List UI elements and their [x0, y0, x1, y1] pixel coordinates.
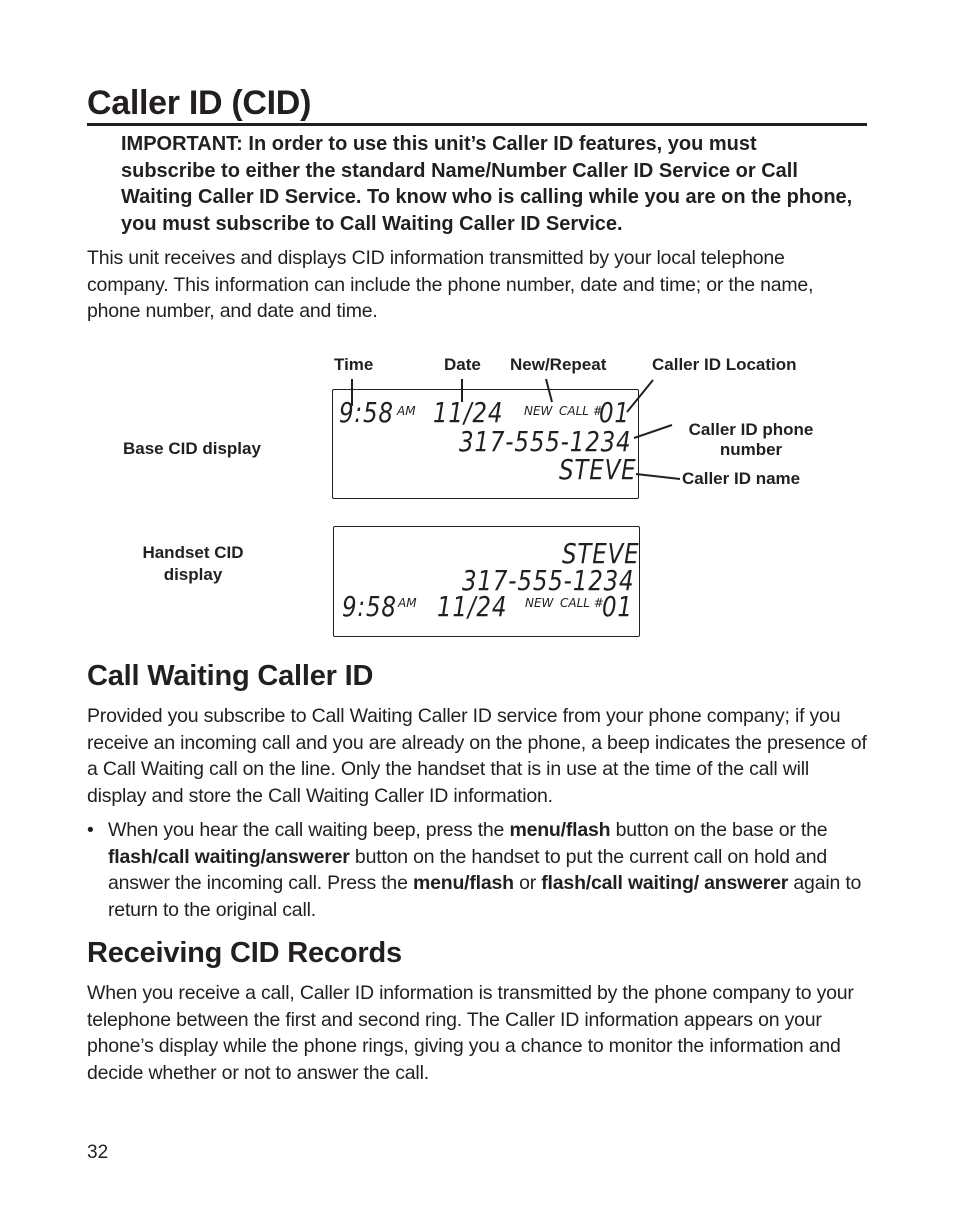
handset-date: 11/24	[437, 590, 508, 623]
handset-name: STEVE	[562, 537, 640, 570]
flash-call-waiting-answerer-key-1: flash/call waiting/answerer	[108, 845, 350, 868]
bullet-text-1: When you hear the call waiting beep, press the	[108, 819, 510, 841]
bullet-text	[108, 817, 863, 923]
base-time: 9:58	[339, 396, 394, 429]
label-date: Date	[444, 355, 481, 374]
handset-location: 01	[602, 590, 633, 623]
name-leader-line	[636, 474, 680, 479]
base-number: 317-555-1234	[459, 425, 632, 458]
intro-paragraph: This unit receives and displays CID information transmitted by your local telephone company. This information can include the phone number, date and time; or the name, phone number, and date and time.	[87, 247, 814, 322]
bullet-text-3: button on the handset to put the current call on hold and answer the incoming call. Press the	[108, 845, 828, 894]
label-caller-id-phone-number: Caller ID phone number	[688, 420, 814, 459]
label-base-cid-display: Base CID display	[123, 439, 261, 458]
phone-number-leader-line	[634, 425, 672, 438]
section-heading-call-waiting: Call Waiting Caller ID	[87, 660, 374, 692]
base-new: NEW	[524, 404, 553, 418]
label-time: Time	[334, 355, 374, 374]
bullet-dot: •	[87, 819, 94, 841]
label-new-repeat: New/Repeat	[510, 355, 607, 374]
label-caller-id-location: Caller ID Location	[652, 355, 797, 374]
receiving-paragraph: When you receive a call, Caller ID information is transmitted by the phone company to your telephone between the first and second ring. The Caller ID information appears on your phone’s display while the phone rings, giving you a chance to monitor the information and decide whether or not to answer the call.	[87, 982, 854, 1084]
important-note: IMPORTANT: In order to use this unit’s Caller ID features, you must subscribe to either the standard Name/Number Caller ID Service or Call Waiting Caller ID Service. To know who is calling while you are on the phone, you must subscribe to Call Waiting Caller ID Service.	[121, 133, 853, 235]
base-name: STEVE	[559, 453, 637, 486]
handset-time: 9:58	[342, 590, 397, 623]
label-caller-id-name: Caller ID name	[682, 469, 801, 488]
handset-new: NEW	[525, 596, 554, 610]
location-leader-line	[627, 380, 653, 412]
label-handset-cid-display: Handset CID display	[142, 543, 244, 584]
bullet-text-2: button on the base or the	[610, 819, 828, 841]
handset-call-label: CALL #	[560, 596, 604, 610]
base-ampm: AM	[397, 404, 416, 418]
menu-flash-key-1: menu/flash	[509, 819, 611, 841]
page-title: Caller ID (CID)	[87, 84, 312, 122]
section-heading-receiving: Receiving CID Records	[87, 937, 402, 969]
bullet-text-5: again to return to the original call.	[108, 872, 862, 921]
bullet-text-4: or	[513, 872, 542, 894]
base-location: 01	[599, 396, 630, 429]
handset-ampm: AM	[398, 596, 417, 610]
page-number: 32	[87, 1142, 109, 1163]
handset-number: 317-555-1234	[462, 564, 635, 597]
base-date: 11/24	[433, 396, 504, 429]
flash-call-waiting-answerer-key-2: flash/call waiting/ answerer	[541, 872, 789, 894]
base-call-label: CALL #	[559, 404, 603, 418]
call-waiting-paragraph: Provided you subscribe to Call Waiting Caller ID service from your phone company; if you receive an incoming call and you are already on the phone, a beep indicates the presence of a Call Waiting call on the line. Only the handset that is in use at the time of the call will display and store the Call Waiting Caller ID information.	[87, 705, 867, 807]
menu-flash-key-2: menu/flash	[412, 872, 514, 894]
new-repeat-leader-line	[546, 379, 552, 402]
